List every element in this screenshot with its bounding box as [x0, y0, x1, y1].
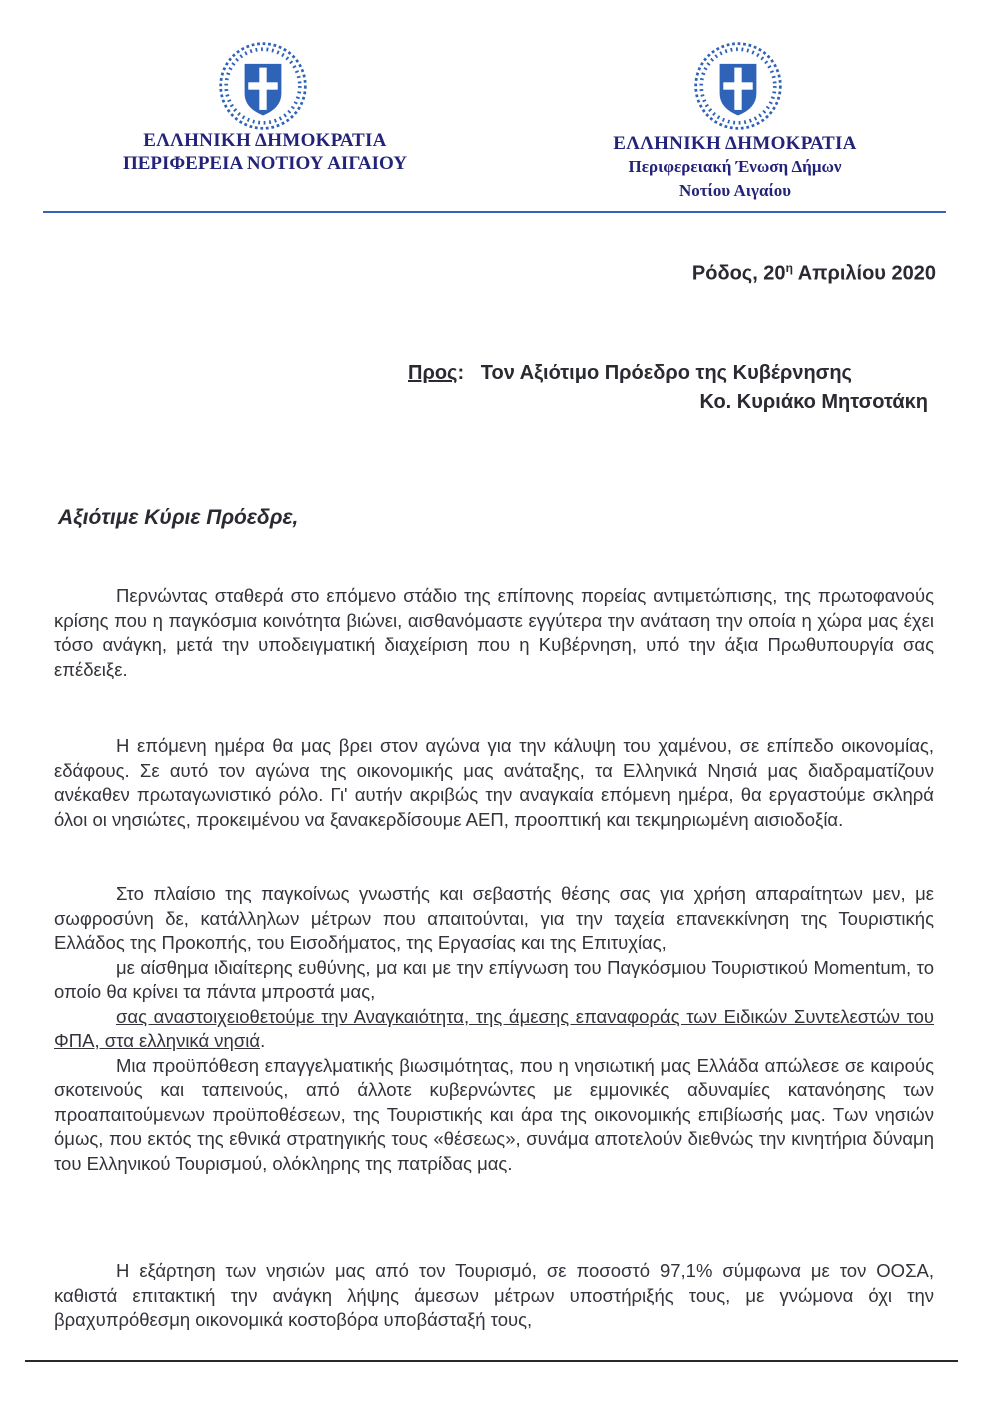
paragraph-3c: [54, 1005, 934, 1054]
paragraph-3d: Μια προϋπόθεση επαγγελματικής βιωσιμότητας, που η νησιωτική μας Ελλάδα απώλεσε σε καιρούς σκοτεινούς και ταπεινούς, από άλλοτε κυβερνώντες με εμμονικές αδυναμίες κατανόησης των προαπαιτούμενων προϋποθέσεων, της Τουριστικής και άρα της οικονομικής επιβίωσής μας. Των νησιών όμως, που εκτός της εθνικά στρατηγικής τους «θέσεως», συνάμα αποτελούν διεθνώς την κινητήρια δύναμη του Ελληνικού Τουρισμού, ολόκληρης της πατρίδας μας.: [54, 1054, 934, 1174]
paragraph-3a: Στο πλαίσιο της παγκοίνως γνωστής και σεβαστής θέσης σας για χρήση απαραίτητων μεν, με σωφροσύνη δε, κατάλληλων μέτρων που απαιτούνται, για την ταχεία επανεκκίνηση της Τουριστικής Ελλάδος της Προκοπής, του Εισοδήματος, της Εργασίας και της Επιτυχίας,: [54, 883, 934, 953]
header-divider: [43, 211, 946, 213]
date-suffix: Απριλίου 2020: [792, 262, 936, 285]
recipient-name: Κο. Κυριάκο Μητσοτάκη: [699, 391, 928, 413]
recipient-colon: :: [457, 362, 465, 384]
date-prefix: Ρόδος, 20: [691, 262, 786, 285]
header-left: [80, 130, 450, 176]
header-left-line1: ΕΛΛΗΝΙΚΗ ΔΗΜΟΚΡΑΤΙΑ: [143, 130, 387, 151]
salutation: Αξιότιμε Κύριε Πρόεδρε,: [58, 506, 299, 529]
greek-coat-of-arms-icon: [217, 40, 309, 132]
header-right-line2: Περιφερειακή Ένωση Δήμων: [628, 157, 842, 176]
recipient-label: Προς: [408, 362, 458, 384]
footer-divider: [25, 1360, 958, 1362]
paragraph-3b: με αίσθημα ιδιαίτερης ευθύνης, μα και με την επίγνωση του Παγκόσμιου Τουριστικού Momentum, το οποίο θα κρίνει τα πάντα μπροστά μας,: [54, 956, 934, 1002]
paragraph-3: [54, 882, 934, 1176]
header-left-line2: ΠΕΡΙΦΕΡΕΙΑ ΝΟΤΙΟΥ ΑΙΓΑΙΟΥ: [122, 153, 408, 174]
recipient-title: Τον Αξιότιμο Πρόεδρο της Κυβέρνησης: [480, 362, 852, 384]
letter-date: [692, 261, 936, 286]
paragraph-1: Περνώντας σταθερά στο επόμενο στάδιο της επίπονης πορείας αντιμετώπισης, της πρωτοφανούς κρίσης που η παγκόσμια κοινότητα βιώνει, αισθανόμαστε εγγύτερα την ανάταση την οποία η χώρα μας έχει τόσο ανάγκη, μετά την υποδειγματική διαχείριση που η Κυβέρνηση, υπό την άξια Πρωθυπουργία σας επέδειξε.: [54, 585, 934, 680]
paragraph-2: Η επόμενη ημέρα θα μας βρει στον αγώνα για την κάλυψη του χαμένου, σε επίπεδο οικονομίας, εδάφους. Σε αυτό τον αγώνα της οικονομικής μας ανάταξης, τα Ελληνικά Νησιά μας διαδραματίζουν ανέκαθεν πρωταγωνιστικό ρόλο. Γι' αυτήν ακριβώς την αναγκαία επόμενη ημέρα, θα εργαστούμε σκληρά όλοι οι νησιώτες, προκειμένου να ξανακερδίσουμε ΑΕΠ, προοπτική και τεκμηριωμένη αισιοδοξία.: [54, 735, 934, 830]
date-superscript: η: [785, 261, 793, 275]
greek-coat-of-arms-icon: [692, 40, 784, 132]
header-right-line1: ΕΛΛΗΝΙΚΗ ΔΗΜΟΚΡΑΤΙΑ: [613, 133, 857, 154]
recipient-line1: [408, 358, 938, 388]
header-right: [560, 133, 910, 203]
paragraph-4: Η εξάρτηση των νησιών μας από τον Τουρισμό, σε ποσοστό 97,1% σύμφωνα με τον ΟΟΣΑ, καθιστά επιτακτική την ανάγκη λήψης άμεσων μέτρων υποστήριξής τους, με γνώμονα όχι την βραχυπρόθεσμη οικονομικά κοστοβόρα υποβάσταξή τους,: [54, 1260, 934, 1330]
vat-request-text: σας αναστοιχειοθετούμε την Αναγκαιότητα, της άμεσης επαναφοράς των Ειδικών Συντελεστών του ΦΠΑ, στα ελληνικά νησιά: [54, 1005, 934, 1051]
header-right-line3: Νοτίου Αιγαίου: [678, 181, 792, 200]
paragraph-3c-end: .: [260, 1030, 266, 1051]
